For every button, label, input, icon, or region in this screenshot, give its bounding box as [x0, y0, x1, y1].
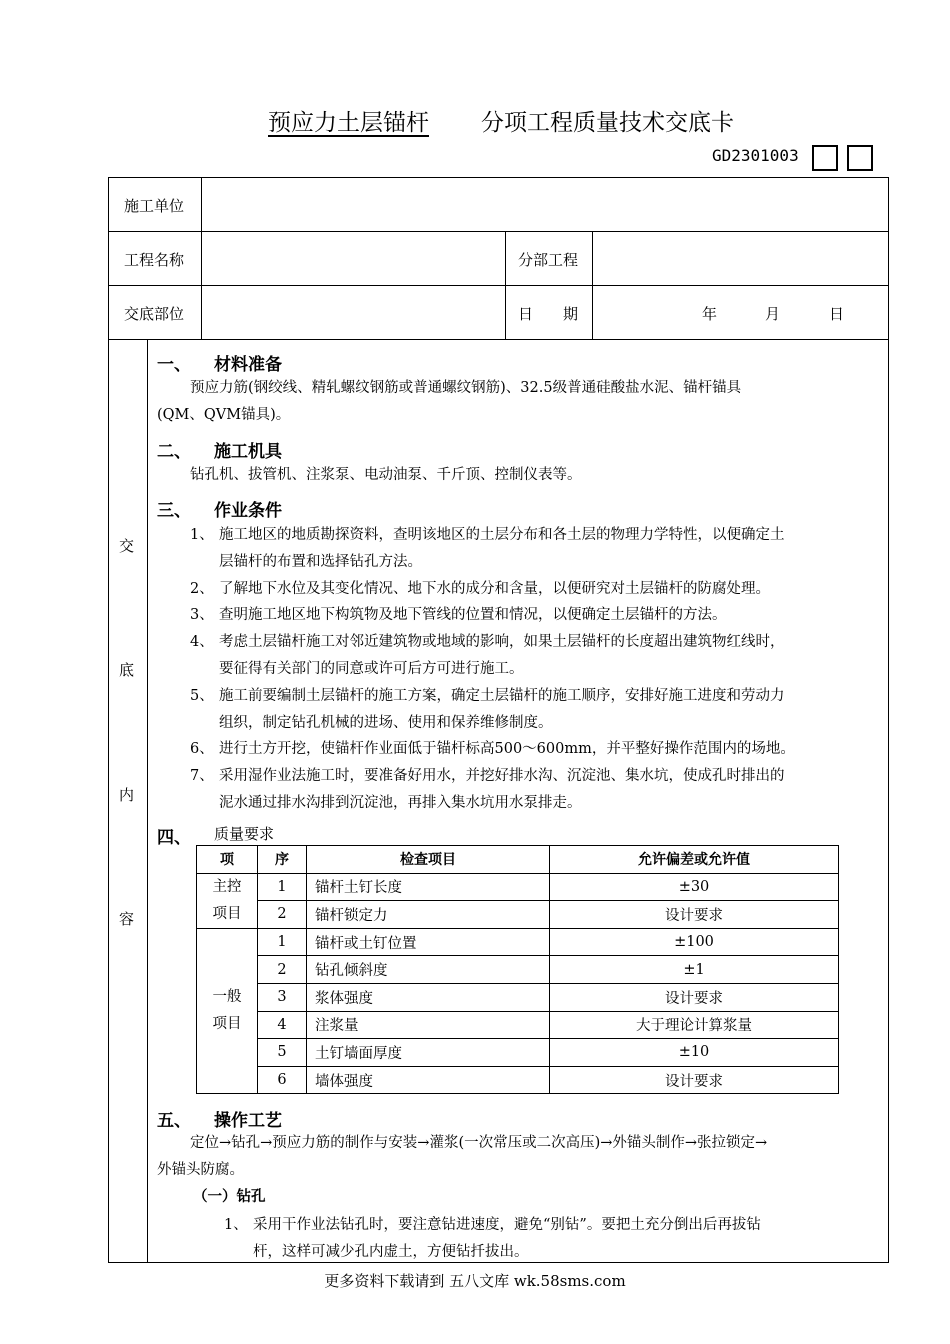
list-number: 2、 [190, 581, 214, 597]
row-item: 土钉墙面厚度 [307, 1039, 550, 1067]
list-item-text-cont: 层锚杆的布置和选择钻孔方法。 [219, 554, 422, 570]
group-general [197, 928, 258, 1094]
row-value: ±100 [550, 928, 839, 956]
group-label: 一般 [212, 989, 242, 1006]
row-value: 大于理论计算浆量 [550, 1011, 839, 1039]
list-item-text: 考虑土层锚杆施工对邻近建筑物或地域的影响，如果土层锚杆的长度超出建筑物红线时， [219, 634, 785, 650]
table-border-right [888, 177, 889, 1263]
row-item: 墙体强度 [307, 1066, 550, 1094]
row-seq: 2 [258, 901, 307, 929]
section-title: 操作工艺 [214, 1111, 282, 1131]
row-seq: 1 [258, 928, 307, 956]
section-number: 二、 [157, 442, 191, 462]
section-title: 施工机具 [214, 442, 282, 462]
title-prefix: 预应力土层锚杆 [268, 110, 429, 136]
section-number: 四、 [157, 828, 191, 848]
table-header-row [197, 846, 839, 874]
process-flow-text-cont: 外锚头防腐。 [157, 1162, 244, 1178]
list-number: 3、 [190, 607, 214, 623]
row-divider [108, 231, 889, 232]
date-day: 日 [829, 305, 845, 323]
construction-unit-label: 施工单位 [124, 197, 185, 215]
table-row [197, 1066, 839, 1094]
list-item-text: 施工地区的地质勘探资料，查明该地区的土层分布和各土层的物理力学特性，以便确定土 [219, 527, 785, 543]
section-materials-heading [157, 350, 282, 375]
row-value: 设计要求 [550, 1066, 839, 1094]
header-seq: 序 [258, 846, 307, 874]
side-label-char: 底 [119, 661, 135, 679]
list-item-text-cont: 泥水通过排水沟排到沉淀池，再排入集水坑用水泵排走。 [219, 795, 582, 811]
col-divider [505, 231, 506, 339]
row-value: ±10 [550, 1039, 839, 1067]
header-tolerance: 允许偏差或允许值 [550, 846, 839, 874]
list-number: 1、 [224, 1217, 248, 1233]
document-code: GD2301003 [712, 146, 799, 165]
row-seq: 5 [258, 1039, 307, 1067]
row-divider [108, 285, 889, 286]
handover-location-label: 交底部位 [124, 305, 185, 323]
row-seq: 1 [258, 873, 307, 901]
list-number: 4、 [190, 634, 214, 650]
project-name-label: 工程名称 [124, 251, 185, 269]
list-number: 7、 [190, 768, 214, 784]
section-equipment-heading [157, 437, 282, 462]
title-suffix: 分项工程质量技术交底卡 [481, 110, 734, 136]
date-year: 年 [702, 305, 718, 323]
table-row [197, 873, 839, 901]
footer-source-link[interactable]: 更多资料下载请到 五八文库 wk.58sms.com [324, 1272, 626, 1290]
row-item: 钻孔倾斜度 [307, 956, 550, 984]
materials-text: 预应力筋(钢绞线、精轧螺纹钢筋或普通螺纹钢筋)、32.5级普通硅酸盐水泥、锚杆锚具 [190, 380, 742, 396]
group-label: 主控 [212, 878, 242, 895]
table-row [197, 956, 839, 984]
date-month: 月 [765, 305, 781, 323]
drilling-item-text: 采用干作业法钻孔时，要注意钻进速度，避免“别钻”。要把土充分倒出后再拔钻 [253, 1217, 761, 1233]
row-seq: 2 [258, 956, 307, 984]
list-number: 5、 [190, 688, 214, 704]
table-border-bottom [108, 1262, 889, 1263]
row-value: 设计要求 [550, 901, 839, 929]
list-item-text: 采用湿作业法施工时，要准备好用水，并挖好排水沟、沉淀池、集水坑，使成孔时排出的 [219, 768, 785, 784]
row-item: 注浆量 [307, 1011, 550, 1039]
row-divider [108, 339, 889, 340]
row-value: ±1 [550, 956, 839, 984]
table-row [197, 901, 839, 929]
list-item-text: 进行土方开挖，使锚杆作业面低于锚杆标高500～600mm，并平整好操作范围内的场地。 [219, 741, 795, 757]
row-item: 锚杆锁定力 [307, 901, 550, 929]
table-border-left [108, 177, 109, 1263]
process-flow-text: 定位→钻孔→预应力筋的制作与安装→灌浆(一次常压或二次高压)→外锚头制作→张拉锁定→ [190, 1135, 768, 1151]
list-number: 1、 [190, 527, 214, 543]
group-main-control [197, 873, 258, 928]
col-divider [592, 231, 593, 339]
row-item: 锚杆土钉长度 [307, 873, 550, 901]
list-item-text: 查明施工地区地下构筑物及地下管线的位置和情况，以便确定土层锚杆的方法。 [219, 607, 727, 623]
section-quality-heading [157, 823, 275, 848]
quality-requirements-table [196, 845, 839, 1094]
label-column-divider [201, 177, 202, 339]
checkbox-2[interactable] [847, 145, 873, 171]
row-value: 设计要求 [550, 983, 839, 1011]
list-item-text: 了解地下水位及其变化情况、地下水的成分和含量，以便研究对土层锚杆的防腐处理。 [219, 581, 770, 597]
subsection-drilling-heading: （一）钻孔 [193, 1189, 266, 1205]
row-seq: 3 [258, 983, 307, 1011]
side-label-char: 交 [119, 537, 135, 555]
section-title: 材料准备 [214, 355, 282, 375]
row-seq: 6 [258, 1066, 307, 1094]
section-title: 质量要求 [214, 825, 275, 843]
group-label: 项目 [212, 905, 242, 922]
table-row [197, 928, 839, 956]
list-item-text-cont: 要征得有关部门的同意或许可后方可进行施工。 [219, 661, 524, 677]
checkbox-1[interactable] [812, 145, 838, 171]
table-row [197, 983, 839, 1011]
date-label: 日 期 [518, 305, 579, 323]
table-row [197, 1039, 839, 1067]
sub-project-label: 分部工程 [518, 251, 579, 269]
section-conditions-heading [157, 496, 282, 521]
table-row [197, 1011, 839, 1039]
side-label-char: 内 [119, 786, 135, 804]
header-check-item: 检查项目 [307, 846, 550, 874]
row-seq: 4 [258, 1011, 307, 1039]
group-label: 项目 [212, 1016, 242, 1033]
table-border-top [108, 177, 889, 178]
section-number: 一、 [157, 355, 191, 375]
row-value: ±30 [550, 873, 839, 901]
list-item-text-cont: 组织，制定钻孔机械的进场、使用和保养维修制度。 [219, 715, 553, 731]
section-process-heading [157, 1106, 282, 1131]
side-label-char: 容 [119, 910, 135, 928]
materials-text-cont: (QM、QVM锚具)。 [157, 407, 291, 423]
document-title [216, 104, 816, 137]
header-category: 项 [197, 846, 258, 874]
row-item: 浆体强度 [307, 983, 550, 1011]
row-item: 锚杆或土钉位置 [307, 928, 550, 956]
list-number: 6、 [190, 741, 214, 757]
section-title: 作业条件 [214, 501, 282, 521]
equipment-text: 钻孔机、拔管机、注浆泵、电动油泵、千斤顶、控制仪表等。 [190, 467, 582, 483]
title-underlined-subject [216, 110, 481, 136]
section-number: 三、 [157, 501, 191, 521]
side-column-divider [147, 339, 148, 1263]
list-item-text: 施工前要编制土层锚杆的施工方案，确定土层锚杆的施工顺序，安排好施工进度和劳动力 [219, 688, 785, 704]
section-number: 五、 [157, 1111, 191, 1131]
drilling-item-text-cont: 杆，这样可减少孔内虚土，方便钻扦拔出。 [253, 1244, 529, 1260]
